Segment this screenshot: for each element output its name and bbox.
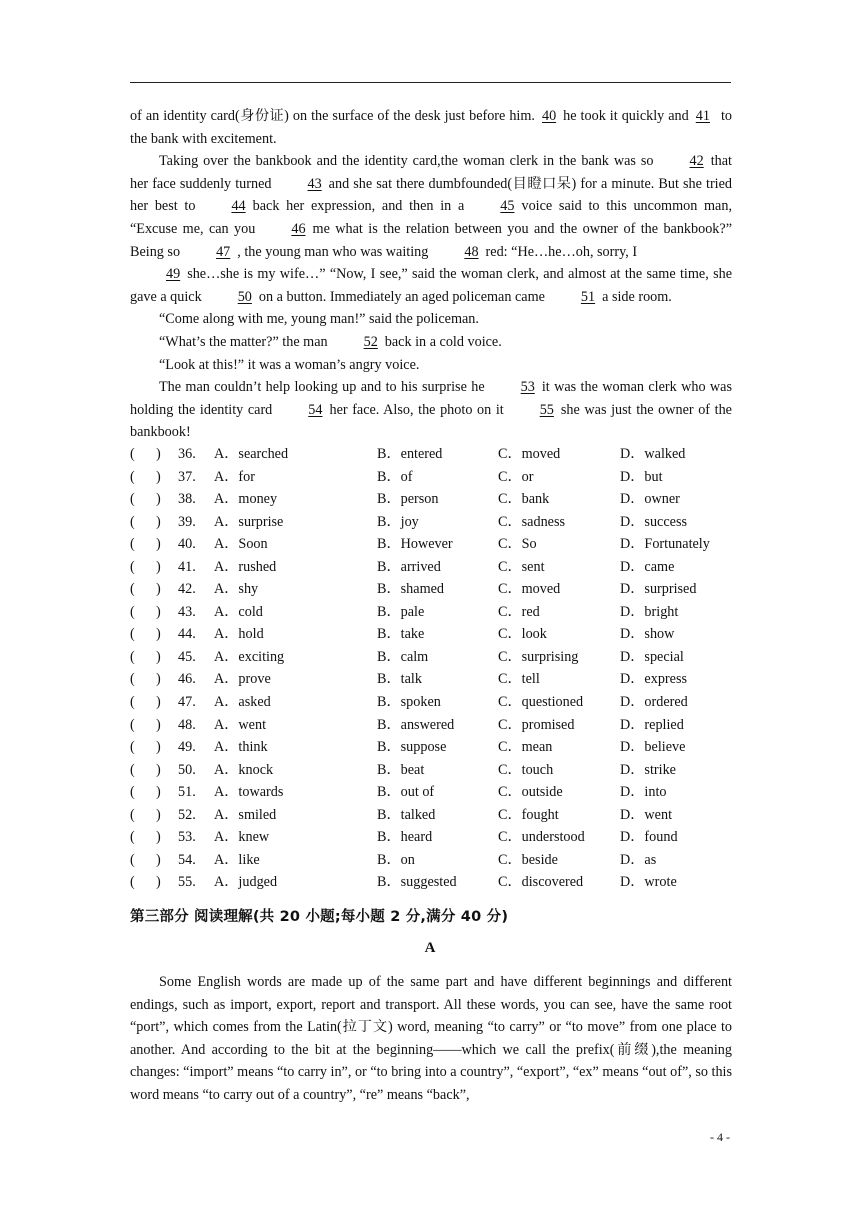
- option-c: C．discovered: [498, 874, 584, 891]
- answer-paren: ( ): [130, 784, 161, 801]
- question-number: 38.: [178, 491, 196, 508]
- header-rule: [130, 82, 731, 83]
- option-b: B．take: [377, 626, 425, 643]
- option-a: A．hold: [214, 626, 264, 643]
- cloze-paragraph: “Look at this!” it was a woman’s angry voice.: [159, 356, 420, 373]
- option-b: B．suggested: [377, 874, 457, 891]
- page-number: - 4 -: [710, 1130, 730, 1144]
- blank-48: 48: [464, 243, 479, 260]
- question-number: 55.: [178, 874, 196, 891]
- option-d: D．success: [620, 513, 687, 530]
- blank-50: 50: [237, 288, 252, 305]
- option-c: C．look: [498, 626, 547, 643]
- option-c: C．understood: [498, 829, 585, 846]
- option-row: [130, 466, 732, 489]
- option-d: D．Fortunately: [620, 536, 710, 553]
- option-a: A．exciting: [214, 648, 285, 665]
- text-run: and she sat there dumbfounded(目瞪口呆) for a minute. But she tried her best to: [130, 175, 732, 215]
- option-b: B．answered: [377, 716, 455, 733]
- text-run: on a button. Immediately an aged policeman came: [258, 288, 545, 305]
- question-number: 46.: [178, 671, 196, 688]
- option-row: [130, 623, 732, 646]
- option-row: [130, 533, 732, 556]
- option-d: D．wrote: [620, 874, 677, 891]
- answer-paren: ( ): [130, 671, 161, 688]
- text-run: The man couldn’t help looking up and to his surprise he: [159, 379, 485, 396]
- option-a: A．surprise: [214, 513, 284, 530]
- option-c: C．touch: [498, 761, 554, 778]
- option-c: C．red: [498, 603, 540, 620]
- question-number: 40.: [178, 536, 196, 553]
- option-d: D．strike: [620, 761, 676, 778]
- question-number: 52.: [178, 806, 196, 823]
- option-d: D．into: [620, 784, 667, 801]
- blank-52: 52: [363, 333, 378, 350]
- option-d: D．owner: [620, 491, 680, 508]
- option-row: [130, 646, 732, 669]
- answer-paren: ( ): [130, 581, 161, 598]
- text-run: me what is the relation between you and the owner of the bankbook?” Being so: [130, 220, 732, 260]
- question-number: 39.: [178, 513, 196, 530]
- cloze-paragraph: [130, 376, 732, 444]
- option-row: [130, 443, 732, 466]
- option-b: B．joy: [377, 513, 419, 530]
- answer-paren: ( ): [130, 851, 161, 868]
- option-a: A．towards: [214, 784, 284, 801]
- option-row: [130, 668, 732, 691]
- text-run: back her expression, and then in a: [252, 198, 465, 215]
- option-d: D．came: [620, 558, 675, 575]
- question-number: 41.: [178, 558, 196, 575]
- question-number: 50.: [178, 761, 196, 778]
- passage-paragraph: Some English words are made up of the same part and have different beginnings and different endings, such as import, export, report and transport. All these words, you can see, have the same root “port”, which comes from the Latin(拉丁文) word, meaning “to carry” or “to move” from one place to another. And according to the bit at the beginning——which we call the prefix(前缀),the meaning changes: “import” means “to carry in”, or “to bring into a country”, “export”, “ex” means “out of”, so this word means “to carry out of a country”, “re” means “back”,: [130, 974, 732, 1103]
- blank-42: 42: [689, 153, 704, 170]
- option-c: C．surprising: [498, 648, 579, 665]
- answer-paren: ( ): [130, 626, 161, 643]
- reading-passage: [130, 971, 732, 1107]
- option-row: [130, 849, 732, 872]
- option-d: D．found: [620, 829, 678, 846]
- text-run: “What’s the matter?” the man: [159, 333, 328, 350]
- question-number: 54.: [178, 851, 196, 868]
- blank-54: 54: [308, 401, 323, 418]
- question-number: 51.: [178, 784, 196, 801]
- option-b: B．shamed: [377, 581, 444, 598]
- option-a: A．money: [214, 491, 278, 508]
- option-row: [130, 871, 732, 894]
- answer-paren: ( ): [130, 603, 161, 620]
- option-row: [130, 826, 732, 849]
- text-run: , the young man who was waiting: [237, 243, 429, 260]
- blank-55: 55: [539, 401, 554, 418]
- option-d: D．as: [620, 851, 657, 868]
- text-run: Taking over the bankbook and the identity card,the woman clerk in the bank was so: [159, 153, 654, 170]
- option-d: D．but: [620, 468, 663, 485]
- blank-46: 46: [291, 220, 306, 237]
- option-a: A．shy: [214, 581, 259, 598]
- question-number: 42.: [178, 581, 196, 598]
- option-row: [130, 714, 732, 737]
- answer-paren: ( ): [130, 761, 161, 778]
- answer-paren: ( ): [130, 446, 161, 462]
- option-b: B．out of: [377, 784, 435, 801]
- answer-paren: ( ): [130, 536, 161, 553]
- option-b: B．talked: [377, 806, 436, 823]
- option-d: D．believe: [620, 739, 686, 756]
- option-d: D．replied: [620, 716, 684, 733]
- option-row: [130, 578, 732, 601]
- cloze-paragraph: “Come along with me, young man!” said the policeman.: [159, 311, 479, 328]
- option-row: [130, 736, 732, 759]
- question-number: 49.: [178, 739, 196, 756]
- text-run: he took it quickly and: [563, 108, 689, 124]
- option-d: D．express: [620, 671, 687, 688]
- question-number: 36.: [178, 446, 196, 462]
- answer-paren: ( ): [130, 874, 161, 891]
- cloze-passage: [130, 105, 732, 444]
- option-a: A．Soon: [214, 536, 268, 553]
- question-number: 43.: [178, 603, 196, 620]
- option-d: D．surprised: [620, 581, 697, 598]
- text-run: back in a cold voice.: [384, 333, 502, 350]
- question-number: 53.: [178, 829, 196, 846]
- option-c: C．outside: [498, 784, 563, 801]
- option-row: [130, 601, 732, 624]
- option-c: C．sadness: [498, 513, 565, 530]
- option-c: C．questioned: [498, 694, 584, 711]
- option-c: C．sent: [498, 558, 545, 575]
- answer-paren: ( ): [130, 648, 161, 665]
- option-b: B．suppose: [377, 739, 447, 756]
- option-c: C．beside: [498, 851, 558, 868]
- option-a: A．went: [214, 716, 267, 733]
- option-a: A．knew: [214, 829, 270, 846]
- blank-41: 41: [695, 108, 710, 124]
- answer-paren: ( ): [130, 468, 161, 485]
- options-table: [130, 443, 732, 894]
- text-run: voice said to this uncommon man, “Excuse me, can you: [130, 198, 732, 237]
- option-b: B．heard: [377, 829, 433, 846]
- option-d: D．special: [620, 648, 684, 665]
- option-b: B．on: [377, 851, 415, 868]
- option-c: C．So: [498, 536, 537, 553]
- option-a: A．prove: [214, 671, 271, 688]
- option-b: B．calm: [377, 648, 429, 665]
- option-d: D．went: [620, 806, 673, 823]
- option-a: A．judged: [214, 874, 278, 891]
- option-c: C．mean: [498, 739, 553, 756]
- option-d: D．walked: [620, 446, 686, 462]
- option-a: A．like: [214, 851, 260, 868]
- option-a: A．think: [214, 739, 268, 756]
- option-a: A．cold: [214, 603, 263, 620]
- answer-paren: ( ): [130, 513, 161, 530]
- blank-53: 53: [520, 379, 535, 396]
- option-row: [130, 804, 732, 827]
- question-number: 45.: [178, 648, 196, 665]
- blank-51: 51: [580, 288, 596, 305]
- text-run: to the bank with excitement.: [130, 108, 732, 147]
- answer-paren: ( ): [130, 694, 161, 711]
- option-a: A．searched: [214, 446, 289, 462]
- question-number: 47.: [178, 694, 196, 711]
- text-run: red: “He…he…oh, sorry, I: [485, 243, 638, 260]
- blank-45: 45: [500, 198, 515, 215]
- blank-49: 49: [166, 266, 181, 283]
- blank-44: 44: [231, 198, 246, 215]
- option-c: C．bank: [498, 491, 550, 508]
- option-c: C．moved: [498, 581, 561, 598]
- section-heading: 第三部分 阅读理解(共 20 小题;每小题 2 分,满分 40 分): [130, 909, 509, 925]
- answer-paren: ( ): [130, 716, 161, 733]
- text-run: a side room.: [602, 288, 672, 305]
- text-run: she…she is my wife…” “Now, I see,” said the woman clerk, and almost at the same time, she gave a quick: [130, 266, 732, 305]
- option-a: A．knock: [214, 761, 274, 778]
- passage-title: A: [424, 940, 436, 956]
- option-c: C．fought: [498, 806, 559, 823]
- answer-paren: ( ): [130, 806, 161, 823]
- answer-paren: ( ): [130, 491, 161, 508]
- cloze-paragraph: [130, 331, 732, 354]
- option-row: [130, 691, 732, 714]
- option-d: D．bright: [620, 603, 679, 620]
- option-row: [130, 759, 732, 782]
- text-run: of an identity card(身份证) on the surface of the desk just before him.: [130, 108, 535, 124]
- option-b: B．talk: [377, 671, 422, 688]
- option-c: C．promised: [498, 716, 575, 733]
- option-a: A．asked: [214, 694, 271, 711]
- option-c: C．moved: [498, 446, 561, 462]
- question-number: 37.: [178, 468, 196, 485]
- text-run: she was just the owner of the bankbook!: [130, 401, 732, 441]
- option-b: B．However: [377, 536, 453, 553]
- answer-paren: ( ): [130, 558, 161, 575]
- option-c: C．or: [498, 468, 534, 485]
- option-row: [130, 781, 732, 804]
- option-b: B．arrived: [377, 558, 441, 575]
- text-run: it was the woman clerk who was holding the identity card: [130, 379, 732, 418]
- text-run: that her face suddenly turned: [130, 153, 732, 192]
- option-d: D．ordered: [620, 694, 688, 711]
- text-run: her face. Also, the photo on it: [329, 401, 504, 418]
- question-number: 48.: [178, 716, 196, 733]
- option-a: A．smiled: [214, 806, 277, 823]
- option-b: B．pale: [377, 603, 425, 620]
- question-number: 44.: [178, 626, 196, 643]
- option-row: [130, 556, 732, 579]
- option-a: A．for: [214, 468, 255, 485]
- option-d: D．show: [620, 626, 675, 643]
- answer-paren: ( ): [130, 829, 161, 846]
- blank-43: 43: [307, 175, 322, 192]
- option-b: B．person: [377, 491, 439, 508]
- option-b: B．beat: [377, 761, 425, 778]
- answer-paren: ( ): [130, 739, 161, 756]
- blank-47: 47: [216, 243, 231, 260]
- blank-40: 40: [541, 108, 557, 124]
- option-b: B．spoken: [377, 694, 441, 711]
- option-row: [130, 511, 732, 534]
- option-b: B．of: [377, 468, 413, 485]
- option-b: B．entered: [377, 446, 443, 462]
- cloze-paragraph: [130, 150, 732, 308]
- option-a: A．rushed: [214, 558, 277, 575]
- option-c: C．tell: [498, 671, 540, 688]
- cloze-paragraph: [130, 105, 732, 150]
- option-row: [130, 488, 732, 511]
